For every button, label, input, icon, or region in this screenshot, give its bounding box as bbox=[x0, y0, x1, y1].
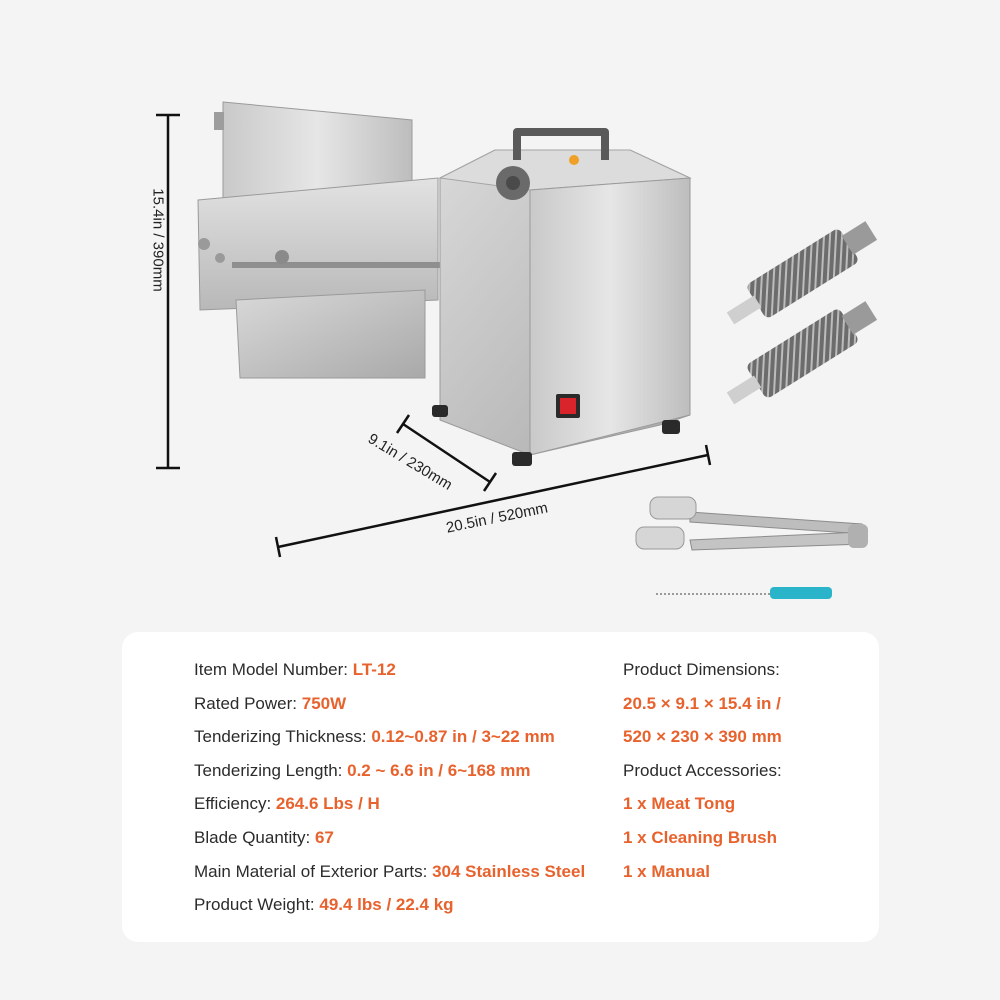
spec-efficiency: Efficiency: 264.6 Lbs / H bbox=[194, 794, 380, 814]
spec-blade-quantity: Blade Quantity: 67 bbox=[194, 827, 334, 847]
spec-product-weight: Product Weight: 49.4 lbs / 22.4 kg bbox=[194, 895, 454, 915]
power-switch bbox=[556, 394, 580, 418]
meat-tong-icon bbox=[636, 497, 868, 550]
dimensions-accessories-list bbox=[623, 656, 782, 891]
accessory-item: 1 x Meat Tong bbox=[623, 794, 736, 814]
accessory-item: 1 x Cleaning Brush bbox=[623, 827, 777, 847]
tenderizer-machine bbox=[198, 102, 690, 466]
product-dimensions-imperial: 20.5 × 9.1 × 15.4 in / bbox=[623, 693, 781, 713]
accessory-item: 1 x Manual bbox=[623, 861, 710, 881]
spec-list bbox=[194, 656, 585, 925]
spec-tenderizing-length: Tenderizing Length: 0.2 ~ 6.6 in / 6~168 mm bbox=[194, 760, 531, 780]
spec-model-number: Item Model Number: LT-12 bbox=[194, 660, 396, 679]
cleaning-brush-icon bbox=[656, 587, 832, 599]
spec-tenderizing-thickness: Tenderizing Thickness: 0.12~0.87 in / 3~22 mm bbox=[194, 727, 555, 747]
product-dimensions-metric: 520 × 230 × 390 mm bbox=[623, 727, 782, 747]
product-accessories-heading: Product Accessories: bbox=[623, 760, 782, 780]
product-dimensions-heading: Product Dimensions: bbox=[623, 660, 780, 679]
spec-card bbox=[122, 632, 879, 942]
height-dimension-label: 15.4in / 390mm bbox=[149, 188, 167, 292]
depth-dimension-label: 9.1in / 230mm bbox=[364, 430, 456, 494]
spec-exterior-material: Main Material of Exterior Parts: 304 Stainless Steel bbox=[194, 861, 586, 881]
width-dimension-label: 20.5in / 520mm bbox=[444, 499, 550, 537]
spec-rated-power: Rated Power: 750W bbox=[194, 693, 347, 713]
